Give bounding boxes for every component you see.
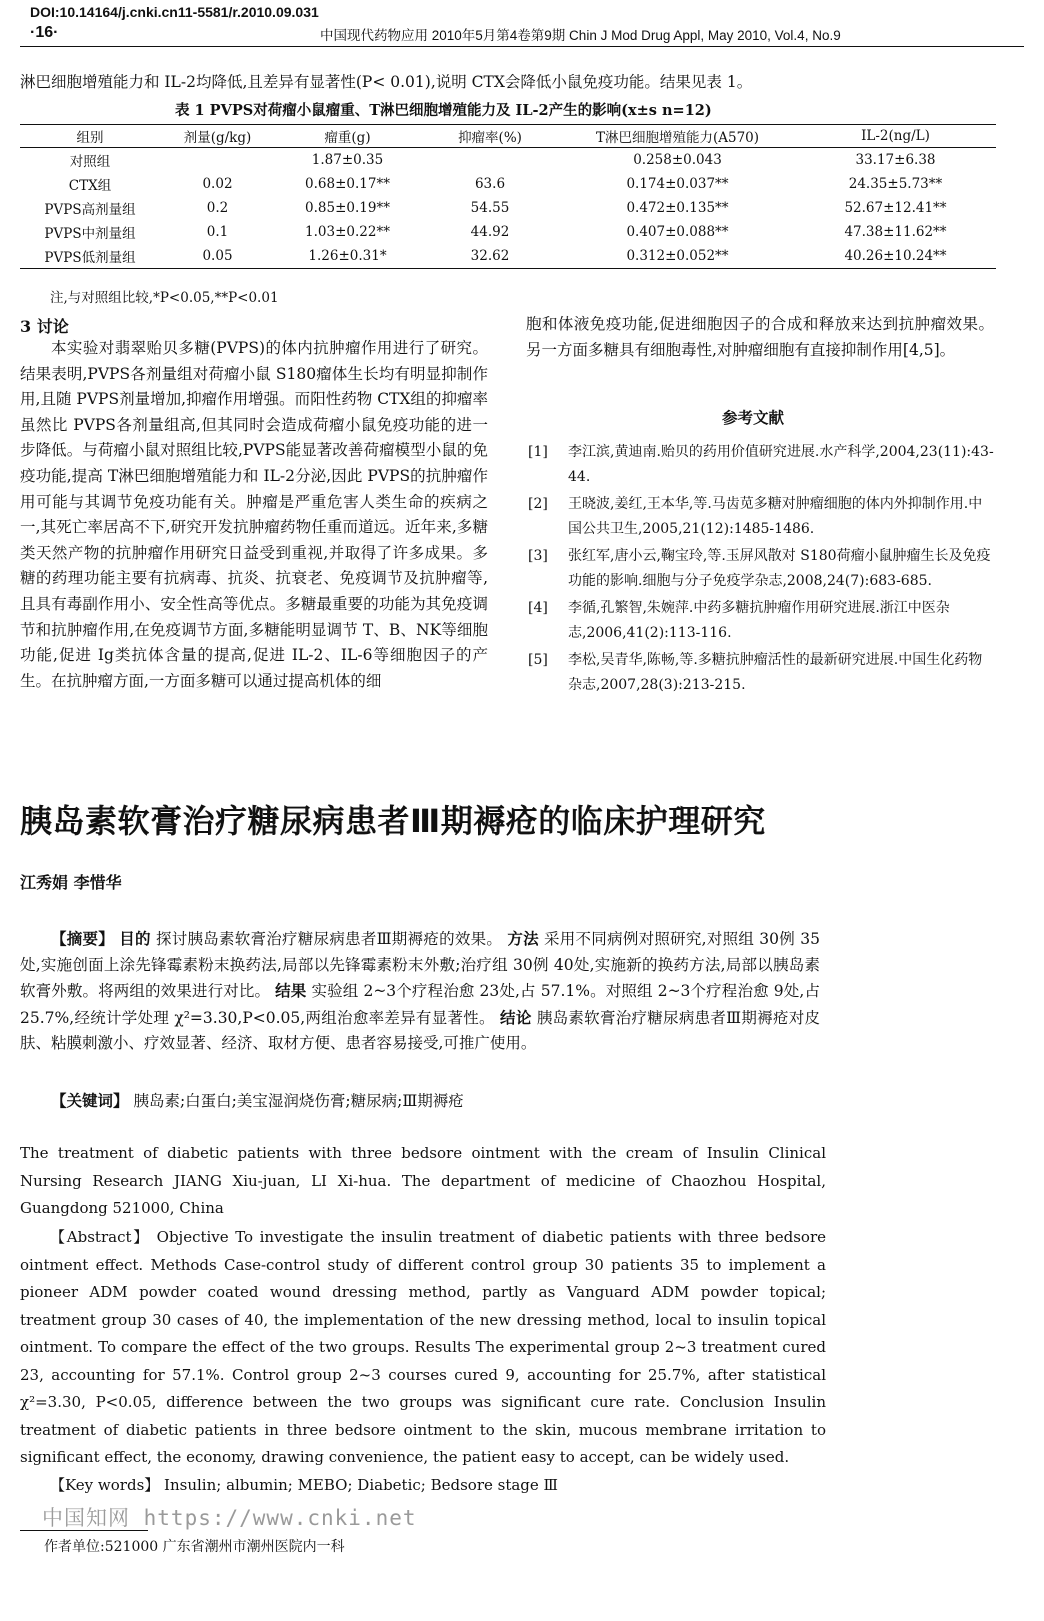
conclusion-label: 结论 [500, 1007, 532, 1027]
reference-text: 张红军,唐小云,鞠宝玲,等.玉屏风散对 S180荷瘤小鼠肿瘤生长及免疫功能的影响.细胞与分子免疫学杂志,2008,24(7):683-685. [568, 548, 991, 589]
table-cell: 63.6 [474, 176, 506, 192]
table-header-cell: T淋巴细胞增殖能力(A570) [560, 125, 795, 148]
abstract-label: 【摘要】 [51, 929, 115, 948]
table-cell: 0.407±0.088** [626, 224, 729, 240]
table-cell: 54.55 [470, 200, 510, 216]
reference-text: 王晓波,姜红,王本华,等.马齿苋多糖对肿瘤细胞的体内外抑制作用.中国公共卫生,2005,21(12):1485-1486. [568, 496, 983, 537]
table-cell: PVPS低剂量组 [20, 244, 160, 269]
reference-list [528, 440, 994, 700]
table-header-cell: 剂量(g/kg) [160, 125, 275, 148]
table-cell: 0.258±0.043 [633, 152, 722, 168]
objective-label: 目的 [119, 929, 151, 948]
results-label: 结果 [275, 981, 307, 1001]
english-keywords-label: 【Key words】 [50, 1476, 160, 1494]
discussion-left-text: 本实验对翡翠贻贝多糖(PVPS)的体内抗肿瘤作用进行了研究。结果表明,PVPS各剂量组对荷瘤小鼠 S180瘤体生长均有明显抑制作用,且随 PVPS剂量增加,抑瘤作用增强。而阳性药物 CTX组的抑瘤率虽然比 PVPS各剂量组高,但其同时会造成荷瘤小鼠免疫功能的进一步降低。与荷瘤小鼠对照组比较,PVPS能显著改善荷瘤模型小鼠的免疫功能,提高 T淋巴细胞增殖能力和 IL-2分泌,因此 PVPS的抗肿瘤作用可能与其调节免疫功能有关。肿瘤是严重危害人类生命的疾病之一,其死亡率居高不下,研究开发抗肿瘤药物任重而道远。近年来,多糖类天然产物的抗肿瘤作用研究日益受到重视,并取得了许多成果。多糖的药理功能主要有抗病毒、抗炎、抗衰老、免疫调节及抗肿瘤等,且具有毒副作用小、安全性高等优点。多糖最重要的功能为其免疫调节和抗肿瘤作用,在免疫调节方面,多糖能明显调节 T、B、NK等细胞功能,促进 Ig类抗体含量的提高,促进 IL-2、IL-6等细胞因子的产生。在抗肿瘤方面,一方面多糖可以通过提高机体的细 [20, 339, 488, 690]
english-abstract-text: Objective To investigate the insulin treatment of diabetic patients with three bedsore ointment effect. Methods Case-control study of different control group 30 patients 35 to implement a pioneer ADM powder coated wound dressing method, partly as Vanguard ADM powder topical; treatment group 30 cases of 40, the implementation of the new dressing method, local to insulin topical ointment. To compare the effect of the two groups. Results The experimental group 2~3 treatment cured 23, accounting for 57.1%. Control group 2~3 courses cured 9, accounting for 25.7%, after statistical χ²=3.30, P<0.05, difference between the two groups was significant cure rate. Conclusion Insulin treatment of diabetic patients in three bedsore ointment to the skin, mucous membrane irritation to significant effect, the economy, drawing convenience, the patient easy to accept, can be widely used. [20, 1228, 826, 1466]
table-row [20, 220, 996, 244]
table-1 [20, 124, 996, 269]
reference-number: [3] [528, 548, 548, 564]
top-paragraph: 淋巴细胞增殖能力和 IL-2均降低,且差异有显著性(P< 0.01),说明 CTX会降低小鼠免疫功能。结果见表 1。 [20, 73, 753, 91]
reference-number: [1] [528, 444, 548, 460]
reference-item [528, 648, 994, 698]
keywords-label: 【关键词】 [51, 1091, 129, 1110]
table-cell: 1.03±0.22** [305, 224, 390, 240]
author-affiliation: 作者单位:521000 广东省潮州市潮州医院内一科 [44, 1539, 345, 1555]
reference-number: [5] [528, 652, 548, 668]
reference-text: 李松,吴青华,陈畅,等.多糖抗肿瘤活性的最新研究进展.中国生化药物杂志,2007,28(3):213-215. [568, 652, 983, 693]
table-cell: 0.312±0.052** [560, 244, 795, 269]
reference-item [528, 544, 994, 594]
reference-number: [4] [528, 600, 548, 616]
table-cell: 47.38±11.62** [844, 224, 947, 240]
reference-item [528, 596, 994, 646]
table-cell: PVPS中剂量组 [44, 226, 136, 242]
discussion-right-text: 胞和体液免疫功能,促进细胞因子的合成和释放来达到抗肿瘤效果。另一方面多糖具有细胞毒性,对肿瘤细胞有直接抑制作用[4,5]。 [526, 315, 994, 359]
table-row [20, 244, 996, 269]
journal-header: 中国现代药物应用 2010年5月第4卷第9期 Chin J Mod Drug Appl, May 2010, Vol.4, No.9 [320, 28, 841, 43]
methods-text: 采用不同病例对照研究,对照组 30例 35处,实施创面上涂先锋霉素粉末换药法,局部以先锋霉素粉末外敷;治疗组 30例 40处,实施新的换药方法,局部以胰岛素软膏外敷。将两组的效果进行对比。 [20, 930, 820, 1001]
reference-item [528, 492, 994, 542]
table-cell [420, 148, 560, 173]
chinese-abstract [20, 926, 820, 1057]
article-title: 胰岛素软膏治疗糖尿病患者Ⅲ期褥疮的临床护理研究 [20, 802, 766, 840]
table-cell: 0.174±0.037** [626, 176, 729, 192]
table-cell: 0.05 [160, 244, 275, 269]
table-row [20, 148, 996, 173]
table-cell [160, 148, 275, 173]
references-heading: 参考文献 [722, 408, 785, 427]
table-header-row [20, 125, 996, 148]
english-abstract-label: 【Abstract】 [50, 1228, 151, 1246]
table-cell: 33.17±6.38 [855, 152, 936, 168]
table-cell: 52.67±12.41** [844, 200, 947, 216]
discussion-heading: 3 讨论 [20, 317, 69, 336]
table-cell: 0.2 [206, 200, 229, 216]
conclusion-text: 胰岛素软膏治疗糖尿病患者Ⅲ期褥疮对皮肤、粘膜刺激小、疗效显著、经济、取材方便、患者容易接受,可推广使用。 [20, 1008, 821, 1053]
table-cell: 40.26±10.24** [795, 244, 996, 269]
table-cell: 1.87±0.35 [311, 152, 384, 168]
table-header-cell: IL-2(ng/L) [795, 125, 996, 148]
page-number: ·16· [30, 24, 59, 41]
doi-line: DOI:10.14164/j.cnki.cn11-5581/r.2010.09.031 [30, 4, 319, 20]
table-cell: 24.35±5.73** [848, 176, 943, 192]
english-keywords [20, 1472, 826, 1500]
english-abstract [20, 1224, 826, 1472]
table-cell: 0.02 [202, 176, 233, 192]
header-rule [20, 46, 1024, 47]
table-cell: 44.92 [470, 224, 510, 240]
table-header-cell: 抑瘤率(%) [420, 125, 560, 148]
methods-label: 方法 [507, 929, 539, 948]
table-cell: 0.1 [206, 224, 229, 240]
table-cell: 0.68±0.17** [305, 176, 390, 192]
article-authors: 江秀娟 李惜华 [20, 873, 122, 892]
table-row [20, 196, 996, 220]
watermark: 中国知网 https://www.cnki.net [42, 1506, 417, 1530]
table-cell: 0.85±0.19** [305, 200, 390, 216]
objective-text: 探讨胰岛素软膏治疗糖尿病患者Ⅲ期褥疮的效果。 [155, 930, 503, 948]
reference-item [528, 440, 994, 490]
table-note: 注,与对照组比较,*P<0.05,**P<0.01 [50, 290, 279, 306]
table-cell: 对照组 [69, 154, 111, 170]
table-row [20, 172, 996, 196]
table-header-cell: 瘤重(g) [275, 125, 420, 148]
table-cell: CTX组 [68, 178, 112, 194]
reference-text: 李循,孔繁智,朱婉萍.中药多糖抗肿瘤作用研究进展.浙江中医杂志,2006,41(2):113-116. [568, 600, 950, 641]
chinese-keywords [20, 1088, 820, 1115]
reference-number: [2] [528, 496, 548, 512]
table-cell: 0.472±0.135** [626, 200, 729, 216]
results-text: 实验组 2~3个疗程治愈 23处,占 57.1%。对照组 2~3个疗程治愈 9处,占 25.7%,经统计学处理 χ²=3.30,P<0.05,两组治愈率差异有显著性。 [20, 982, 820, 1027]
table-cell: 1.26±0.31* [275, 244, 420, 269]
english-title-block: The treatment of diabetic patients with three bedsore ointment with the cream of Insulin Clinical Nursing Research JIANG Xiu-juan, LI Xi-hua. The department of medicine of Chaozhou Hospital, Guangdong 521000, China [20, 1144, 826, 1217]
table-cell: PVPS高剂量组 [44, 202, 136, 218]
reference-text: 李江滨,黄迪南.贻贝的药用价值研究进展.水产科学,2004,23(11):43-44. [568, 444, 994, 485]
english-keywords-text: Insulin; albumin; MEBO; Diabetic; Bedsore stage Ⅲ [164, 1476, 559, 1494]
table-caption: 表 1 PVPS对荷瘤小鼠瘤重、T淋巴细胞增殖能力及 IL-2产生的影响(x±s n=12) [175, 102, 712, 119]
table-cell: 32.62 [420, 244, 560, 269]
table-header-cell: 组别 [20, 125, 160, 148]
keywords-text: 胰岛素;白蛋白;美宝湿润烧伤膏;糖尿病;Ⅲ期褥疮 [133, 1092, 464, 1110]
